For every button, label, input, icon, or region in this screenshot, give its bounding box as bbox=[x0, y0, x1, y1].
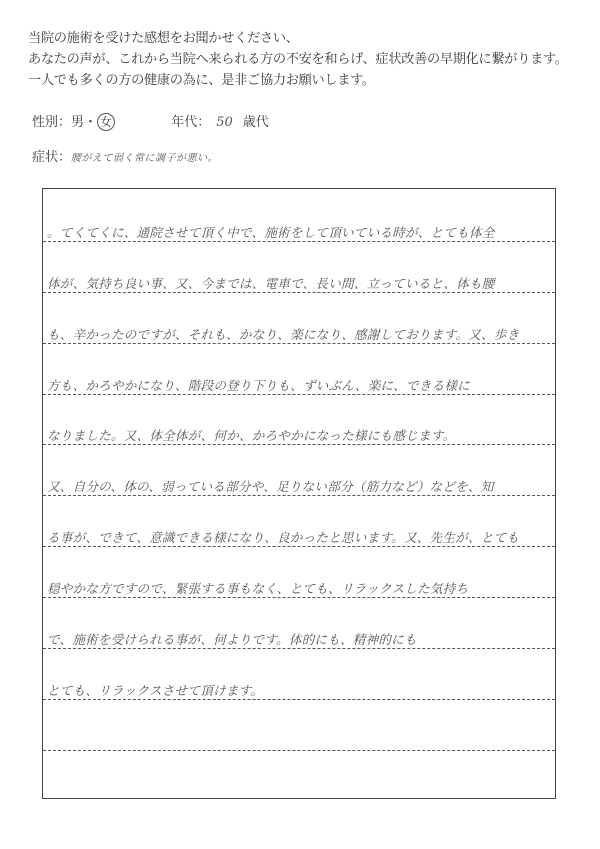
symptom-label: 症状： bbox=[32, 150, 72, 165]
comment-box[interactable] bbox=[42, 188, 556, 799]
comment-line-text: 穏やかな方ですので、緊張する事もなく、とても、リラックスした気持ち bbox=[47, 581, 469, 596]
instruction-line: あなたの声が、これから当院へ来られる方の不安を和らげ、症状改善の早期化に繋がります。 bbox=[28, 52, 568, 67]
comment-line-text: る事が、できて、意識できる様になり、良かったと思います。又、先生が、とても bbox=[47, 530, 520, 545]
gender-separator: ・ bbox=[84, 115, 98, 130]
ruled-dashed-line bbox=[43, 699, 555, 700]
symptom-value[interactable]: 腰がえて弱く常に調子が悪い。 bbox=[71, 153, 219, 164]
age-value[interactable]: 50 bbox=[216, 115, 233, 130]
comment-line-text: とても、リラックスさせて頂けます。 bbox=[47, 683, 264, 698]
comment-line-text: 又、自分の、体の、弱っている部分や、足りない部分（筋力など）などを、知 bbox=[47, 479, 494, 494]
ruled-dashed-line bbox=[43, 394, 555, 395]
comment-line-text: 。てくてくに、通院させて頂く中で、施術をして頂いている時が、とても体全 bbox=[47, 225, 495, 240]
comment-line-text: 方も、かろやかになり、階段の登り下りも、ずいぶん、楽に、できる様に bbox=[47, 378, 470, 393]
comment-line-text: 体が、気持ち良い事、又、今までは、電車で、長い間、立っていると、体も腰 bbox=[47, 276, 495, 291]
gender-option-female-selected[interactable]: 女 bbox=[97, 113, 115, 131]
comment-line-text: も、辛かったのですが、それも、かなり、楽になり、感謝しております。又、歩き bbox=[47, 327, 520, 342]
age-label: 年代： bbox=[171, 115, 211, 130]
ruled-dashed-line bbox=[43, 648, 555, 649]
ruled-dashed-line bbox=[43, 750, 555, 751]
ruled-dashed-line bbox=[43, 444, 555, 445]
comment-line-text: で、施術を受けられる事が、何よりです。体的にも、精神的にも bbox=[47, 632, 417, 647]
instruction-line: 一人でも多くの方の健康の為に、是非ご協力お願いします。 bbox=[28, 73, 375, 88]
ruled-dashed-line bbox=[43, 546, 555, 547]
ruled-dashed-line bbox=[43, 597, 555, 598]
survey-instructions bbox=[28, 28, 568, 91]
symptom-field bbox=[32, 146, 218, 165]
age-suffix: 歳代 bbox=[242, 115, 269, 130]
ruled-dashed-line bbox=[43, 292, 555, 293]
ruled-dashed-line bbox=[43, 241, 555, 242]
ruled-dashed-line bbox=[43, 495, 555, 496]
gender-option-male[interactable]: 男 bbox=[71, 115, 85, 130]
respondent-info bbox=[32, 111, 269, 131]
instruction-line: 当院の施術を受けた感想をお聞かせください、 bbox=[28, 31, 299, 46]
ruled-dashed-line bbox=[43, 343, 555, 344]
gender-label: 性別： bbox=[32, 115, 72, 130]
comment-line-text: なりました。又、体全体が、何か、かろやかになった様にも感じます。 bbox=[47, 428, 456, 443]
